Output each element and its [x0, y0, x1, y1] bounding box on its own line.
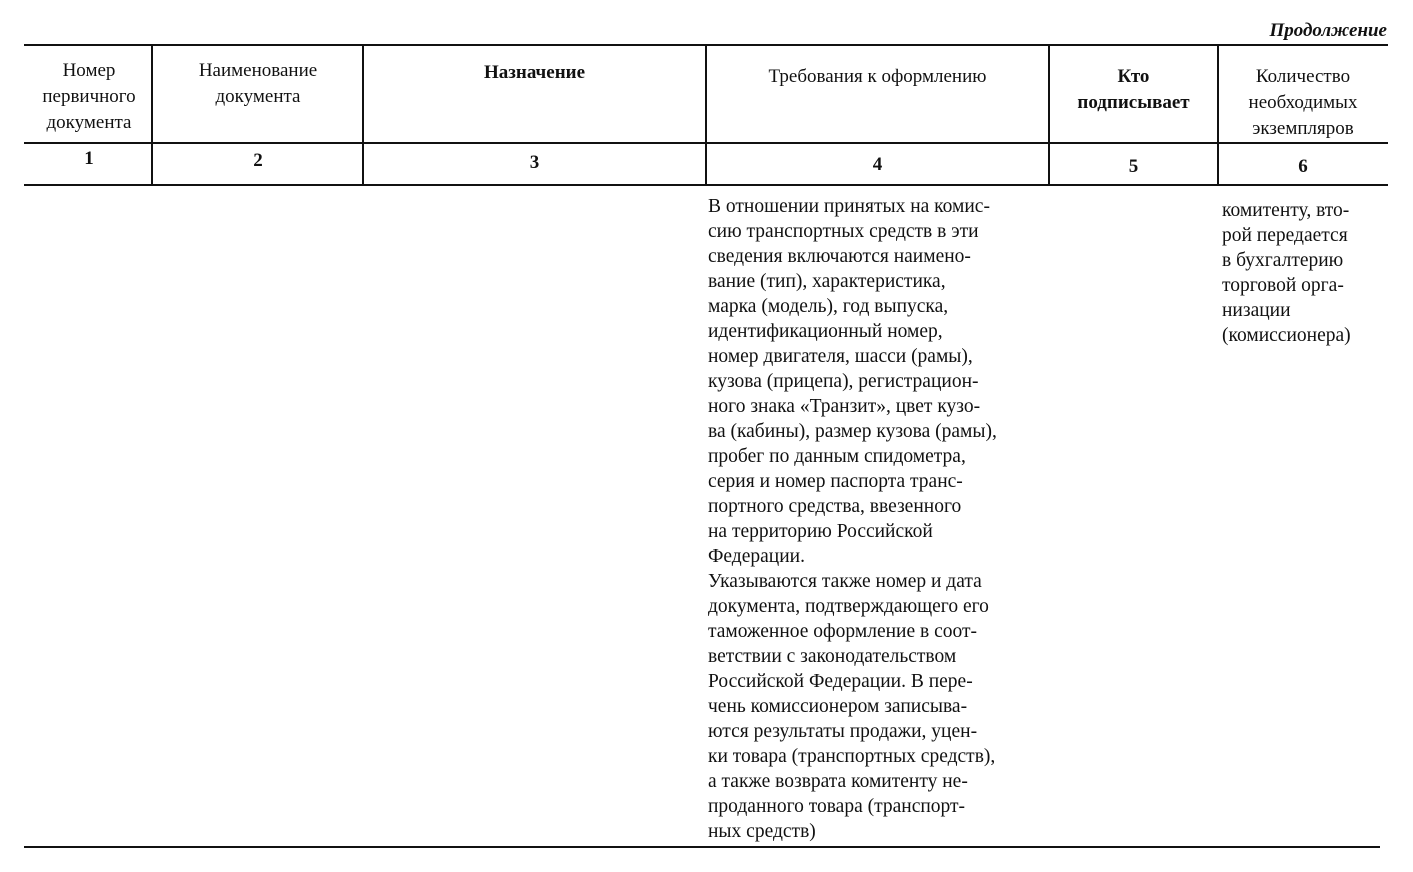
cell-copies: комитенту, вто- рой передается в бухгалтерию торговой орга- низации (комиссионера)	[1222, 200, 1351, 346]
col-number-6: 6	[1298, 156, 1308, 177]
header-purpose: Назначение	[483, 62, 586, 83]
col-number-4: 4	[872, 154, 883, 175]
header-signer: Кто подписывает	[1077, 66, 1190, 113]
continuation-label: Продолжение	[1269, 20, 1387, 41]
header-copies: Количество необходимых экземпляров	[1248, 66, 1358, 139]
header-requirements: Требования к оформлению	[768, 66, 987, 87]
header-doc-number: Номер первичного документа	[42, 60, 136, 133]
col-number-5: 5	[1128, 156, 1139, 177]
table-bottom-rule	[24, 846, 1380, 848]
cell-requirements: В отношении принятых на комис- сию транспортных средств в эти сведения включаются наимено- вание (тип), характеристика, марка (модель), год выпуска, идентификационный номер, номер двигателя, шасси (рамы), кузова (прицепа), регистрацион- ного знака «Транзит», цвет кузо- ва (кабины), размер кузова (рамы), пробег по данным спидометра, серия и номер паспорта транс- портного средства, ввезенного на территорию Российской Федерации. Указываются также номер и дата документа, подтверждающего его таможенное оформление в соот- ветствии с законодательством Российской Федерации. В пере- чень комиссионером записыва- ются результаты продажи, уцен- ки товара (транспортных средств), а также возврата комитенту не- проданного товара (транспорт- ных средств)	[708, 196, 997, 842]
col-number-2: 2	[253, 150, 263, 171]
col-number-1: 1	[84, 148, 94, 169]
col-number-3: 3	[529, 152, 540, 173]
header-doc-name: Наименование документа	[198, 60, 318, 107]
